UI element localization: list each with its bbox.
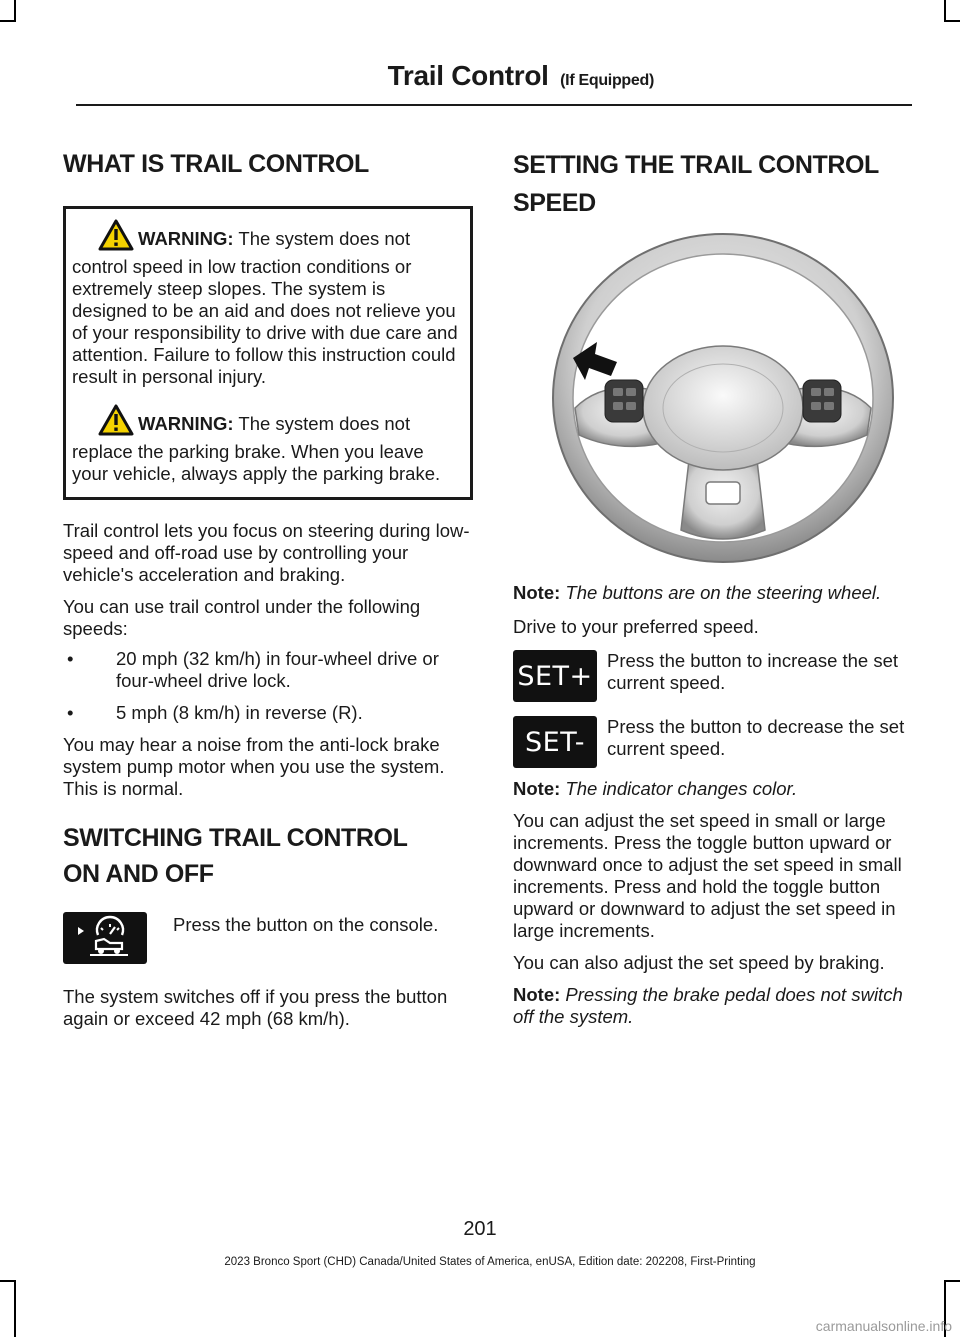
page-number: 201 <box>463 1218 497 1240</box>
note-label: Note: <box>513 778 561 799</box>
section-heading-setting <box>513 146 913 222</box>
page-subtitle: (If Equipped) <box>560 72 654 89</box>
section-heading-line: SPEED <box>513 189 596 217</box>
drive-paragraph: Drive to your preferred speed. <box>513 616 759 637</box>
page-title <box>388 60 654 92</box>
note-paragraph-1 <box>513 582 913 604</box>
crop-mark <box>14 0 16 22</box>
section-heading-line: ON AND OFF <box>63 860 214 888</box>
section-heading-line: SETTING THE TRAIL CONTROL <box>513 151 879 179</box>
steering-wheel-illustration <box>513 230 913 572</box>
set-minus-text: Press the button to decrease the set current speed. <box>607 716 905 759</box>
right-column <box>513 138 913 1028</box>
warning-paragraph-2 <box>72 404 462 485</box>
noise-paragraph: You may hear a noise from the anti-lock brake system pump motor when you use the system. This is normal. <box>63 734 445 799</box>
warning-label: WARNING: <box>138 413 234 434</box>
set-minus-button <box>513 716 597 768</box>
note-paragraph-3 <box>513 984 913 1028</box>
set-plus-text: Press the button to increase the set current speed. <box>607 650 899 693</box>
warning-text-2: The system does not replace the parking brake. When you leave your vehicle, always apply the parking brake. <box>72 413 441 484</box>
warning-label: WARNING: <box>138 228 234 249</box>
crop-mark <box>944 0 946 22</box>
crop-mark <box>944 20 960 22</box>
note-label: Note: <box>513 984 561 1005</box>
set-plus-button <box>513 650 597 702</box>
braking-paragraph: You can also adjust the set speed by braking. <box>513 952 885 973</box>
warning-text-1: The system does not control speed in low traction conditions or extremely steep slopes. The system is designed to be an aid and does not relieve you of your responsibility to drive with due care and attention. Failure to follow this instruction could result in personal injury. <box>72 228 458 387</box>
console-button-row <box>63 910 473 966</box>
left-column <box>63 138 473 1030</box>
trail-control-icon <box>63 912 147 964</box>
edition-line: 2023 Bronco Sport (CHD) Canada/United States of America, enUSA, Edition date: 202208, First-Printing <box>224 1256 756 1268</box>
crop-mark <box>0 1280 16 1282</box>
note-text-2: The indicator changes color. <box>565 778 798 799</box>
warning-triangle-icon <box>98 404 134 441</box>
warning-paragraph-1 <box>72 219 462 388</box>
console-button-text: Press the button on the console. <box>173 914 439 935</box>
section-heading-line: SWITCHING TRAIL CONTROL <box>63 824 408 852</box>
note-text-3: Pressing the brake pedal does not switch off the system. <box>513 984 903 1027</box>
set-plus-row <box>513 648 913 704</box>
section-heading-what-is: WHAT IS TRAIL CONTROL <box>63 150 369 178</box>
increments-paragraph: You can adjust the set speed in small or large increments. Press the toggle button upward or downward once to adjust the set speed in small increments. Press and hold the toggle button upward or downward to adjust the set speed in large increments. <box>513 810 902 941</box>
speeds-intro: You can use trail control under the following speeds: <box>63 596 421 639</box>
set-minus-row <box>513 714 913 770</box>
page-title-text: Trail Control <box>387 60 549 91</box>
note-label: Note: <box>513 582 561 603</box>
note-text-1: The buttons are on the steering wheel. <box>565 582 882 603</box>
speed-list <box>63 648 473 724</box>
watermark: carmanualsonline.info <box>815 1318 952 1334</box>
steering-wheel-svg <box>513 230 913 572</box>
warning-triangle-icon <box>98 219 134 256</box>
crop-mark <box>14 1280 16 1337</box>
note-paragraph-2 <box>513 778 913 800</box>
switch-off-paragraph: The system switches off if you press the button again or exceed 42 mph (68 km/h). <box>63 986 448 1029</box>
crop-mark <box>944 1280 960 1282</box>
set-plus-label: SET+ <box>517 660 593 692</box>
section-heading-switching <box>63 820 473 892</box>
intro-paragraph: Trail control lets you focus on steering during low-speed and off-road use by controlling your vehicle's acceleration and braking. <box>63 520 470 585</box>
warning-box <box>63 206 473 500</box>
set-minus-label: SET- <box>525 726 585 758</box>
crop-mark <box>0 20 16 22</box>
list-item: • 5 mph (8 km/h) in reverse (R). <box>63 702 473 724</box>
list-item: • 20 mph (32 km/h) in four-wheel drive or four-wheel drive lock. <box>63 648 473 692</box>
page-header <box>76 58 912 106</box>
